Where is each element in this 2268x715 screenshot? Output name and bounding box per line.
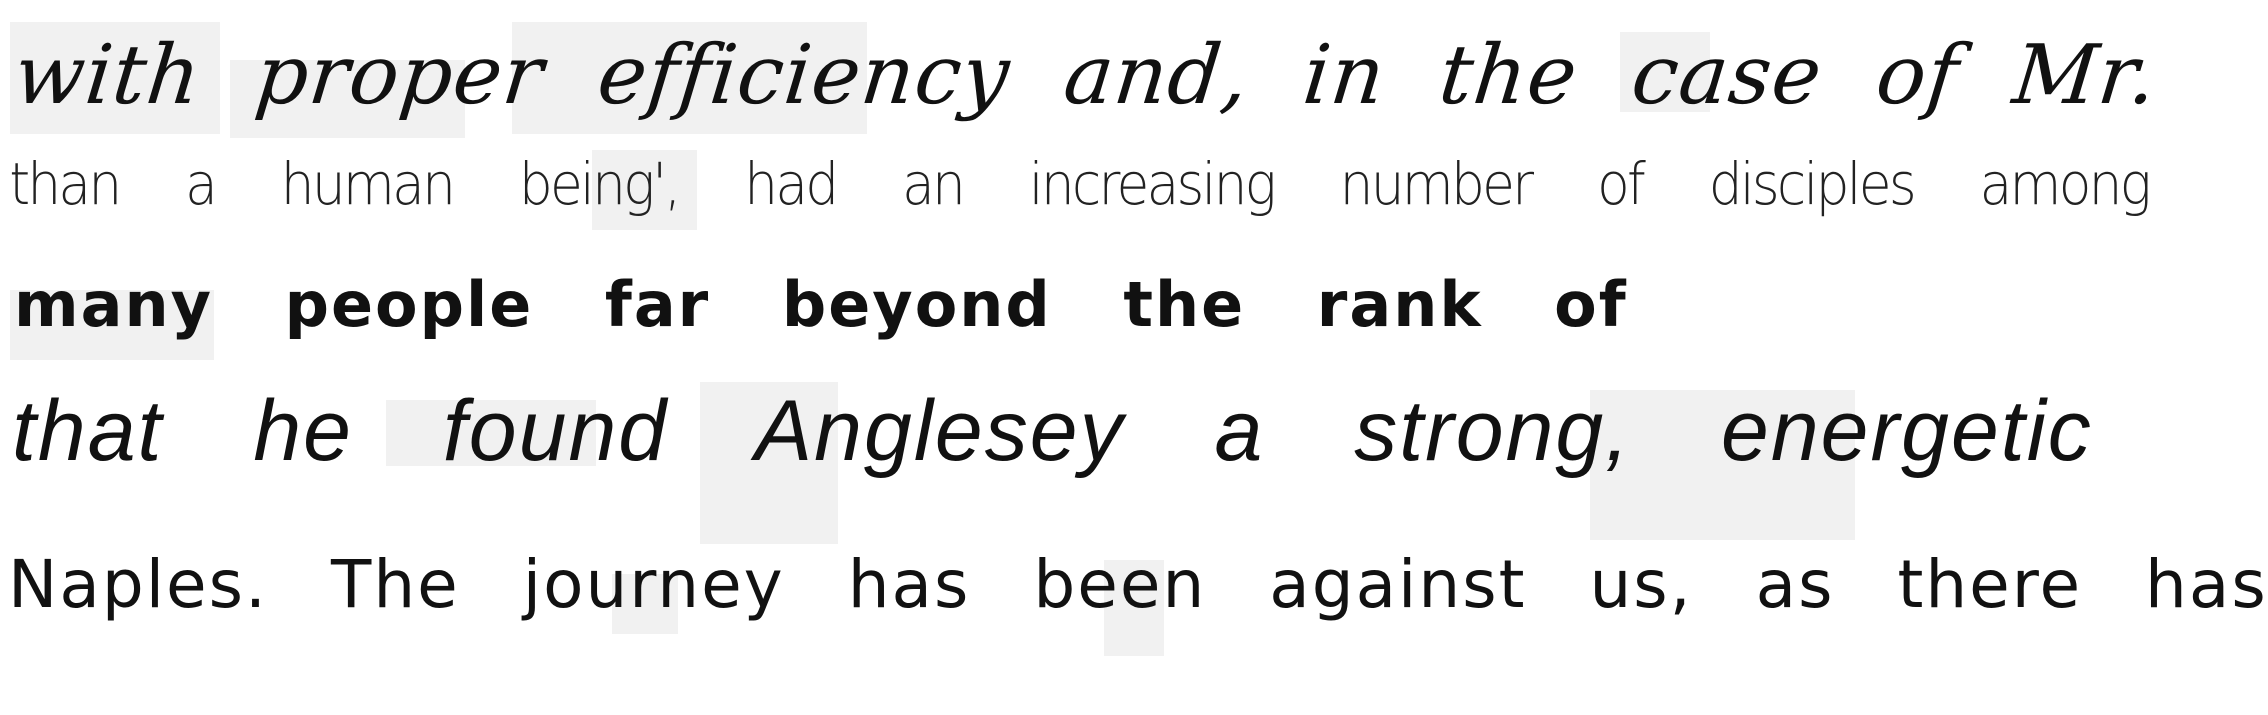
handwritten-line-5: Naples. The journey has been against us, as there has bbox=[8, 546, 2268, 623]
handwritten-line-2: than a human being', had an increasing number of disciples among bbox=[9, 150, 2149, 218]
handwritten-line-4: that he found Anglesey a strong, energetic bbox=[12, 383, 2093, 479]
handwritten-line-3: many people far beyond the rank of bbox=[14, 268, 1628, 341]
handwritten-line-1: with proper efficiency and, in the case of Mr. bbox=[9, 28, 2162, 123]
